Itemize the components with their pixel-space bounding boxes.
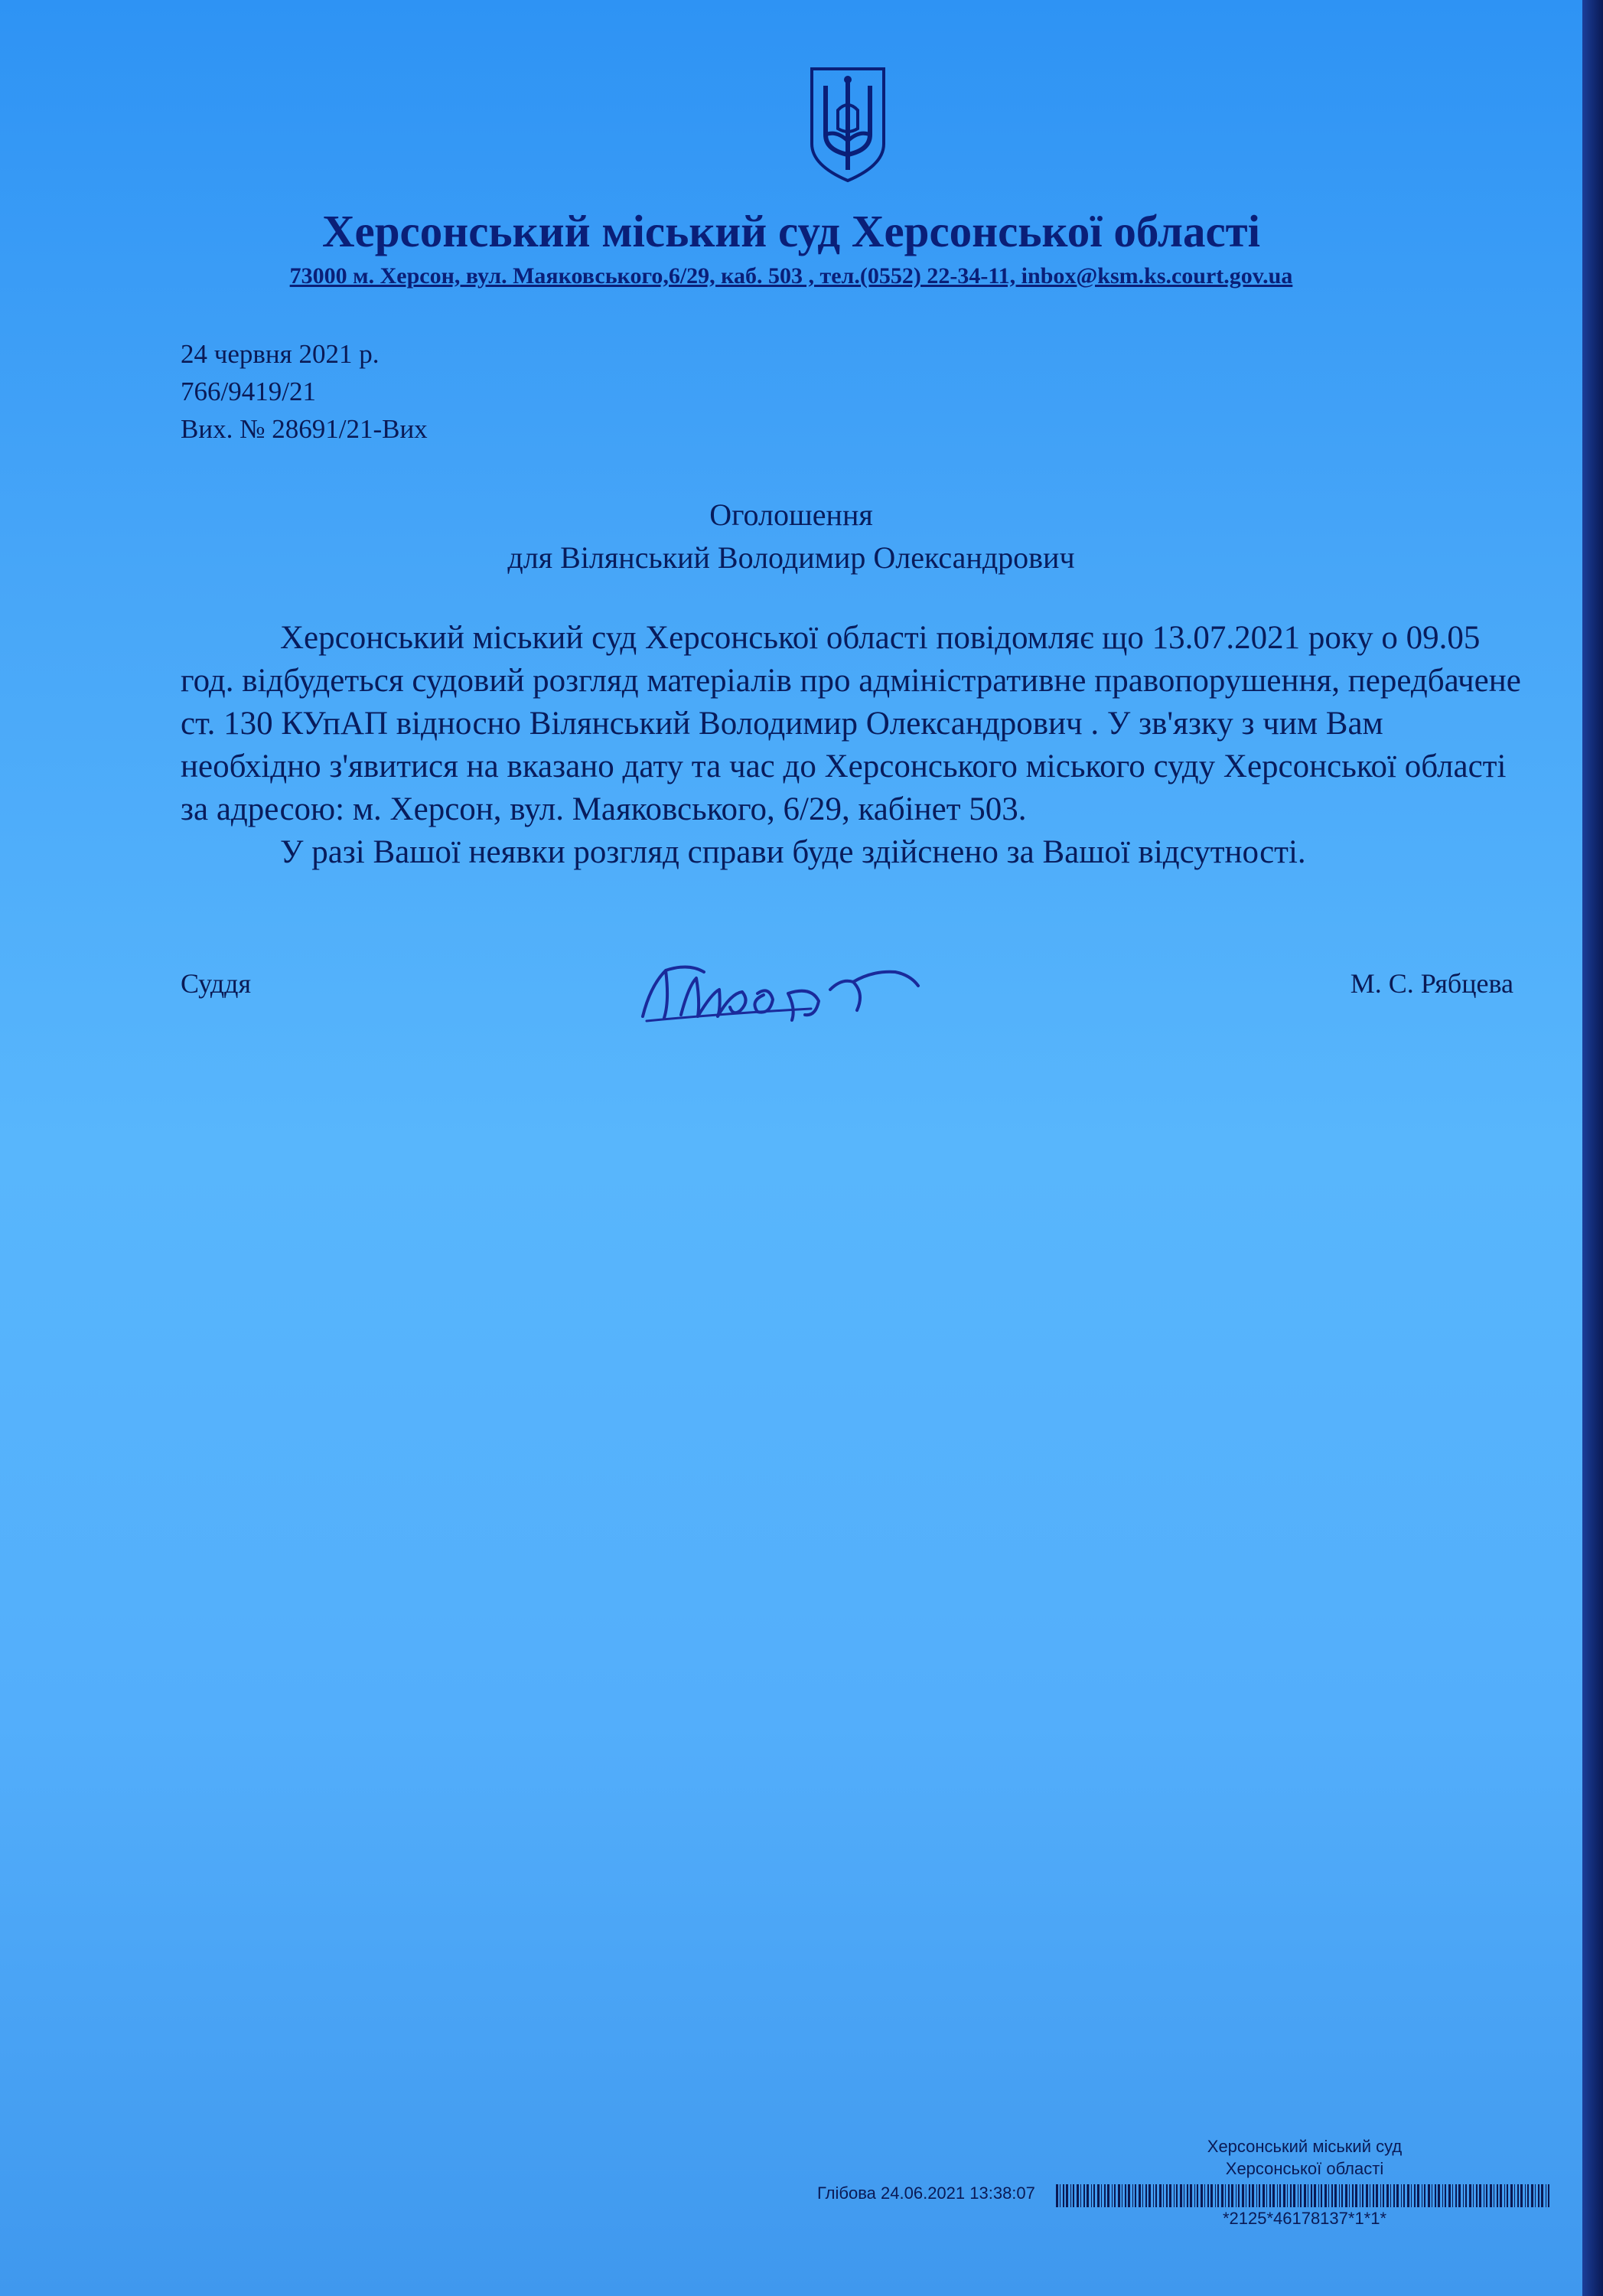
court-title: Херсонський міський суд Херсонської області	[321, 206, 1261, 256]
page-edge-background	[1582, 0, 1603, 2296]
document-meta	[181, 335, 428, 448]
barcode-text: *2125*46178137*1*1*	[1222, 2209, 1387, 2228]
notice-recipient: для Вілянський Володимир Олександрович	[507, 540, 1075, 575]
body-paragraph: Херсонський міський суд Херсонської області повідомляє що 13.07.2021 року о 09.05 год. відбудеться судовий розгляд матеріалів про адміністративне правопорушення, передбачене ст. 130 КУпАП відносно Вілянський Володимир Олександрович . У зв'язку з чим Вам необхідно з'явитися на вказано дату та час до Херсонського міського суду Херсонської області за адресою: м. Херсон, вул. Маяковського, 6/29, кабінет 503.	[181, 620, 1521, 827]
stamp-court-line: Херсонський міський суд	[1207, 2137, 1403, 2156]
body-paragraph: У разі Вашої неявки розгляд справи буде здійснено за Вашої відсутності.	[280, 834, 1306, 870]
judge-label: Суддя	[181, 968, 252, 999]
registrar-timestamp: Глібова 24.06.2021 13:38:07	[817, 2183, 1035, 2203]
judge-name: М. С. Рябцева	[1350, 968, 1513, 999]
case-number: 766/9419/21	[181, 377, 316, 406]
handwritten-signature	[635, 955, 926, 1032]
notice-heading	[0, 494, 1582, 579]
trident-emblem-icon	[806, 64, 890, 184]
outgoing-number: Вих. № 28691/21-Вих	[181, 414, 428, 444]
barcode	[1056, 2184, 1553, 2207]
registry-stamp-court	[1163, 2135, 1446, 2180]
document-date: 24 червня 2021 р.	[181, 339, 380, 369]
notice-body	[181, 617, 1527, 874]
notice-title: Оголошення	[709, 497, 873, 532]
stamp-court-line: Херсонської області	[1225, 2159, 1384, 2178]
court-address: 73000 м. Херсон, вул. Маяковського,6/29, каб. 503 , тел.(0552) 22-34-11, inbox@ksm.ks.court.gov.ua	[289, 263, 1293, 289]
